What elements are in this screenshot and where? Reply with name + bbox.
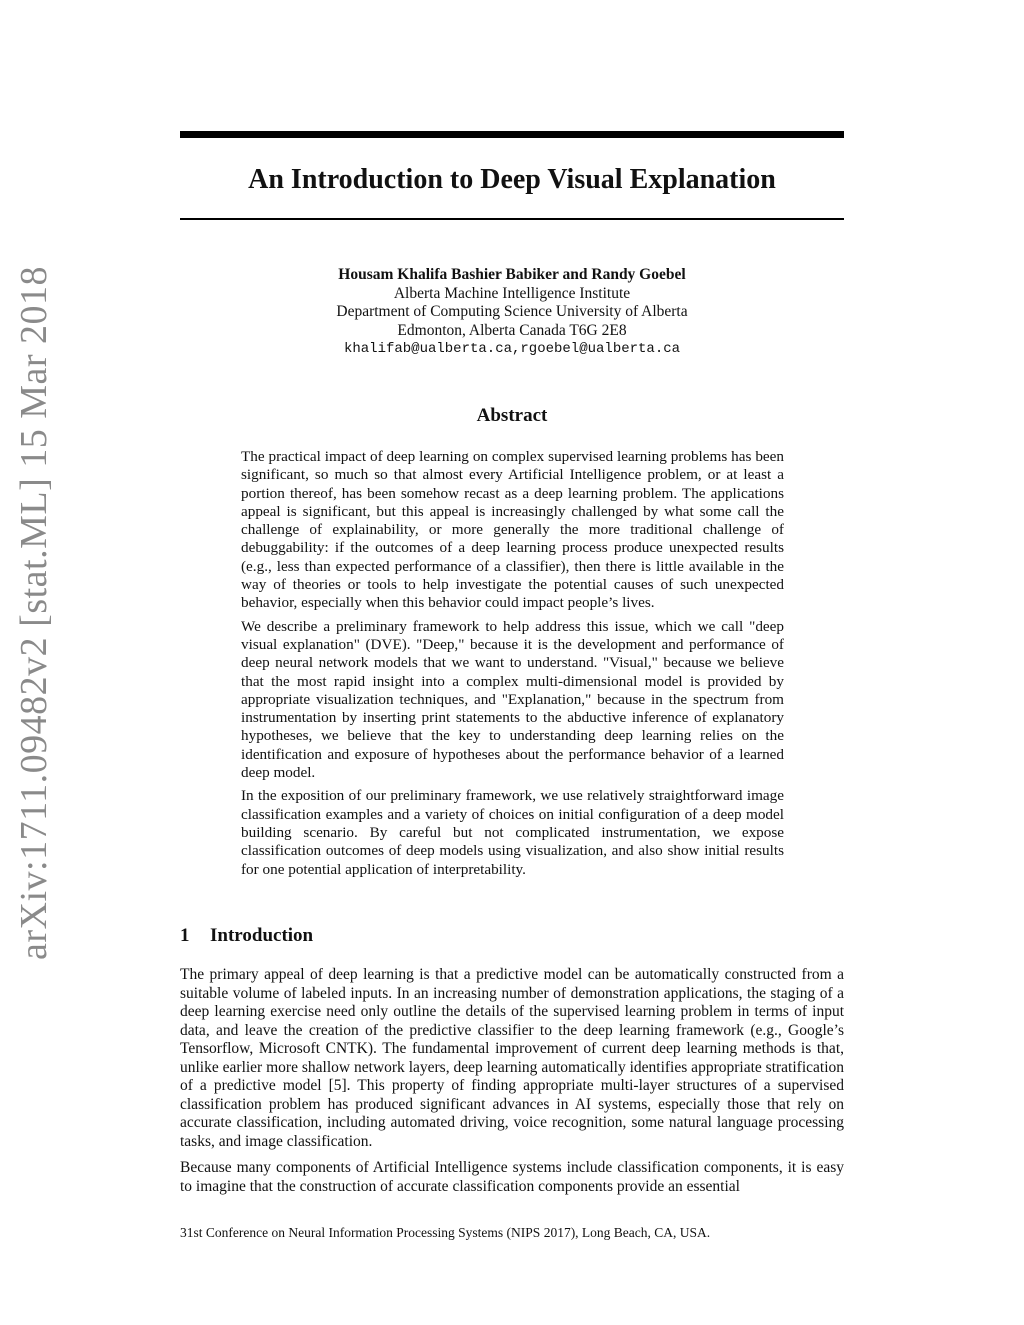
abstract-paragraph: The practical impact of deep learning on complex supervised learning problems has been significant, so much so that almost every Artificial Intelligence problem, or at least a portion thereof, has been somehow recast as a deep learning problem. The applications appeal is significant, but this appeal is increasingly challenged by what some call the challenge of explainability, or more generally the more traditional challenge of debuggability: if the outcomes of a deep learning process produce unexpected results (e.g., less than expected performance of a classifier), then there is little available in the way of theories or tools to help investigate the potential causes of such unexpected behavior, especially when this behavior could impact people’s lives. — [241, 448, 784, 612]
section-heading-introduction — [180, 925, 313, 947]
affiliation-institute: Alberta Machine Intelligence Institute — [393, 284, 631, 302]
abstract-body — [241, 448, 784, 884]
author-emails: khalifab@ualberta.ca,rgoebel@ualberta.ca — [343, 341, 681, 358]
conference-footnote: 31st Conference on Neural Information Processing Systems (NIPS 2017), Long Beach, CA, USA. — [180, 1225, 711, 1240]
introduction-paragraph: The primary appeal of deep learning is that a predictive model can be automatically constructed from a suitable volume of labeled inputs. In an increasing number of demonstration applications, the staging of a deep learning exercise need only outline the details of the supervised learning problem in terms of input data, and leave the creation of the predictive classifier to the deep learning framework (e.g., Google’s Tensorflow, Microsoft CNTK). The fundamental improvement of current deep learning methods is that, unlike earlier more shallow network layers, deep learning automatically identifies appropriate stratification of a predictive model [5]. This property of finding appropriate multi-layer structures of a supervised classification problem has produced significant advances in AI systems, especially those that rely on accurate classification, including automated driving, voice recognition, some natural language processing tasks, and image classification. — [180, 966, 844, 1150]
paper-title: An Introduction to Deep Visual Explanation — [248, 164, 776, 195]
introduction-paragraph: Because many components of Artificial Intelligence systems include classification components, it is easy to imagine that the construction of accurate classification components provide an essential — [180, 1159, 844, 1195]
abstract-heading: Abstract — [476, 405, 548, 426]
arxiv-identifier-stamp: arXiv:1711.09482v2 [stat.ML] 15 Mar 2018 — [13, 265, 55, 960]
affiliation-address: Edmonton, Alberta Canada T6G 2E8 — [397, 321, 627, 339]
section-title: Introduction — [210, 925, 314, 946]
abstract-paragraph: We describe a preliminary framework to help address this issue, which we call "deep visual explanation" (DVE). "Deep," because it is the development and performance of deep neural network models that we want to understand. "Visual," because we believe that the most rapid insight into a complex multi-dimensional model is provided by appropriate visualization techniques, and "Explanation," because in the spectrum from instrumentation by inserting print statements to the abductive inference of explanatory hypotheses, we believe that the key to understanding deep learning relies on the identification and exposure of hypotheses about the performance behavior of a learned deep model. — [241, 617, 784, 782]
author-names: Housam Khalifa Bashier Babiker and Randy Goebel — [338, 266, 686, 283]
abstract-paragraph: In the exposition of our preliminary framework, we use relatively straightforward image classification examples and a variety of choices on initial configuration of a deep model building scenario. By careful but not complicated instrumentation, we expose classification outcomes of deep models using visualization, and also show initial results for one potential application of interpretability. — [241, 787, 784, 878]
introduction-body — [180, 966, 844, 1204]
title-bottom-rule — [180, 218, 844, 220]
author-block — [180, 266, 844, 359]
affiliation-department: Department of Computing Science University of Alberta — [336, 303, 688, 321]
section-number: 1 — [180, 925, 190, 946]
title-top-rule — [180, 131, 844, 138]
